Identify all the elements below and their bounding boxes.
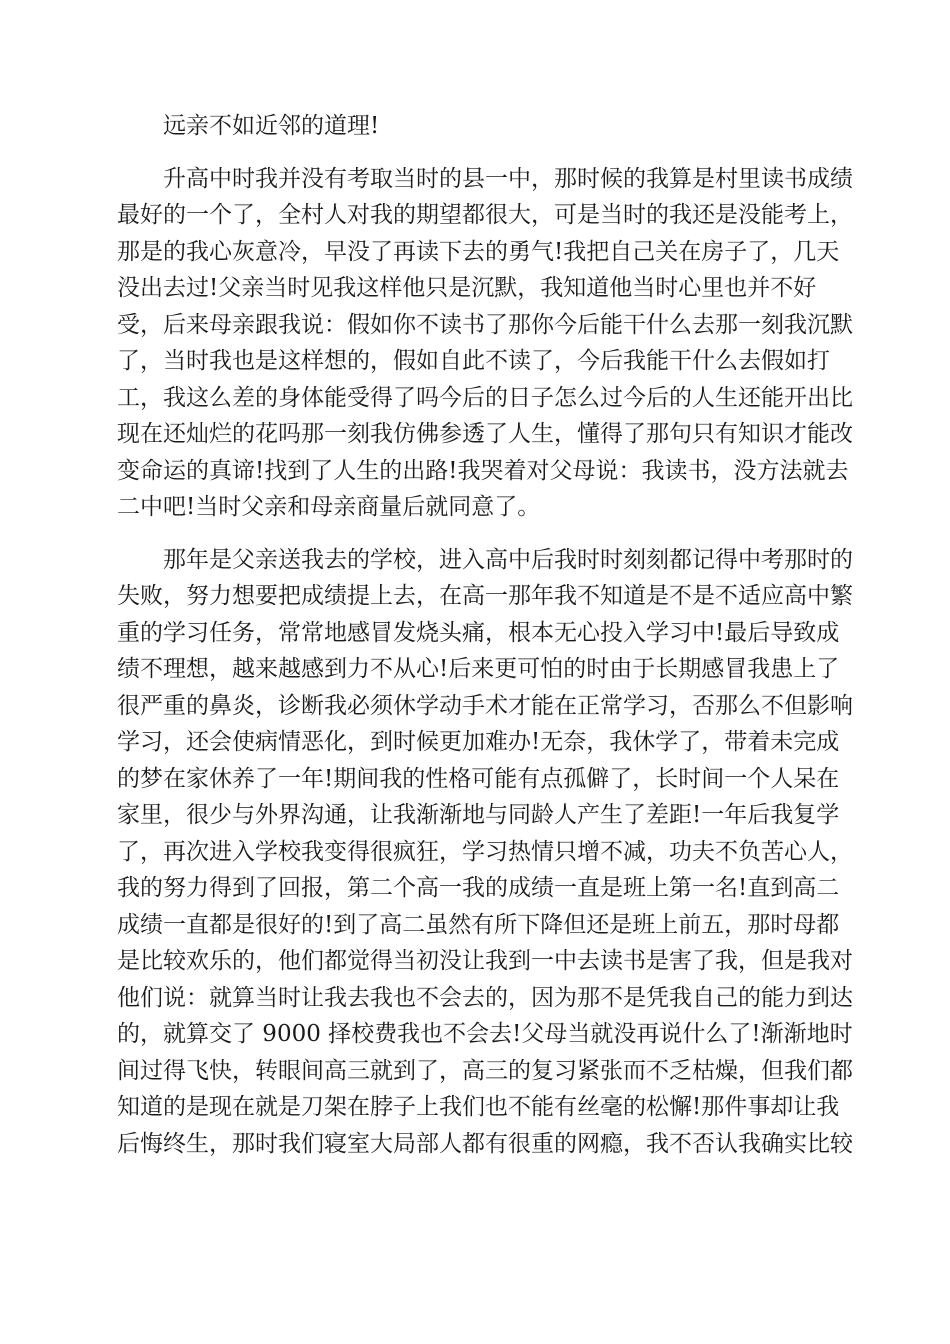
paragraph-spacer [117,145,837,161]
text-line: 现在还灿烂的花吗那一刻我仿佛参透了人生，懂得了那句只有知识才能改 [117,421,853,447]
text-line: 的梦在家休养了一年!期间我的性格可能有点孤僻了，长时间一个人呆在 [117,765,840,792]
paragraph-3 [117,542,853,1163]
text-line: 很严重的鼻炎，诊断我必须休学动手术才能在正常学习，否那么不但影响 [117,692,853,719]
paragraph-2 [117,161,853,526]
text-line: 受，后来母亲跟我说：假如你不读书了那你今后能干什么去那一刻我沉默 [117,311,853,338]
text-line: 了，再次进入学校我变得很疯狂，学习热情只增不减，功夫不负苦心人， [117,838,853,865]
text-line: 二中吧!当时父亲和母亲商量后就同意了。 [117,494,541,520]
text-line: 变命运的真谛!找到了人生的出路!我哭着对父母说：我读书，没方法就去 [117,457,849,484]
text-line: 家里，很少与外界沟通，让我渐渐地与同龄人产生了差距!一年后我复学 [117,802,840,828]
text-line: 绩不理想，越来越感到力不从心!后来更可怕的时由于长期感冒我患上了 [117,656,840,682]
text-line: 的，就算交了 9000 择校费我也不会去!父母当就没再说什么了!渐渐地时 [117,1021,853,1047]
text-line: 知道的是现在就是刀架在脖子上我们也不能有丝毫的松懈!那件事却让我 [117,1094,840,1120]
text-line: 远亲不如近邻的道理! [163,113,380,139]
text-line: 失败，努力想要把成绩提上去，在高一那年我不知道是不是不适应高中繁 [117,583,853,609]
text-line: 那年是父亲送我去的学校，进入高中后我时时刻刻都记得中考那时的 [163,546,853,573]
text-line: 工，我这么差的身体能受得了吗今后的日子怎么过今后的人生还能开出比 [117,384,853,411]
text-line: 了，当时我也是这样想的，假如自此不读了，今后我能干什么去假如打 [117,348,830,374]
text-line: 最好的一个了，全村人对我的期望都很大，可是当时的我还是没能考上， [117,202,853,228]
document-body [117,108,853,1162]
text-line: 成绩一直都是很好的!到了高二虽然有所下降但还是班上前五，那时母都 [117,911,840,938]
text-line: 他们说：就算当时让我去我也不会去的，因为那不是凭我自己的能力到达 [117,984,853,1011]
text-line: 升高中时我并没有考取当时的县一中，那时候的我算是村里读书成绩 [163,165,853,192]
text-line: 那是的我心灰意冷，早没了再读下去的勇气!我把自己关在房子了，几天 [117,238,840,265]
text-line: 间过得飞快，转眼间高三就到了，高三的复习紧张而不乏枯燥，但我们都 [117,1057,853,1084]
text-line: 后悔终生，那时我们寝室大局部人都有很重的网瘾，我不否认我确实比较 [117,1130,853,1157]
paragraph-1 [117,108,837,145]
paragraph-spacer [117,526,837,542]
text-line: 没出去过!父亲当时见我这样他只是沉默，我知道他当时心里也并不好 [117,275,817,301]
text-line: 重的学习任务，常常地感冒发烧头痛，根本无心投入学习中!最后导致成 [117,619,840,646]
text-line: 我的努力得到了回报，第二个高一我的成绩一直是班上第一名!直到高二 [117,875,840,901]
text-line: 学习，还会使病情恶化，到时候更加难办!无奈，我休学了，带着未完成 [117,729,840,755]
text-line: 是比较欢乐的，他们都觉得当初没让我到一中去读书是害了我，但是我对 [117,948,853,974]
